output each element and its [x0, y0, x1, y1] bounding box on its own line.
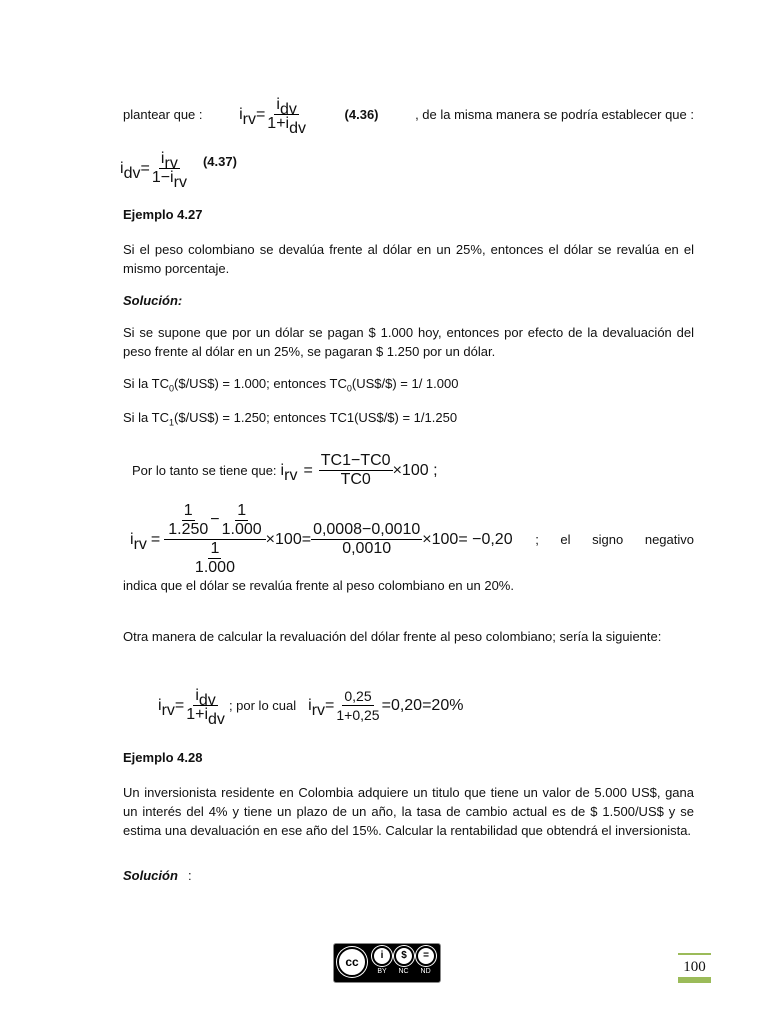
intro-line: [123, 86, 694, 142]
math: i: [276, 95, 280, 113]
document-page: plantear que : i rv = $\frac{\text{idv}}{\text{1+idv}}$ (4.36) , de la misma manera se podría establecer que : i dv = $\frac{\text{irv}}{\text{1−irv}}$ (4.37) Ejemplo 4.27 Si el peso colombiano se devalúa frente al dólar en un 25%, entonces el dólar se revalúa en el mismo porcentaje. Solución: Si se supone que por un dólar se pagan $ 1.000 hoy, entonces por efecto de la devaluación del peso frente al dólar en un 25%, se pagaran $ 1.250 por un dólar. Si la $TC_0(\$/US\$) = 1.000$; entonces $TC_0(US\$/\$) = 1/$ 1.000 Si la $TC_1(\$/US\$) = 1.250$; entonces TC1(US$/$) = 1/1.250 Por lo tanto se tiene que: i rv = $\frac{TC1-TC0}{TC0}$ ×100 ; i rv = $\frac{1}{1.250}$ − $\frac{1}{1.000}$ $\frac{1}{1.000}$ ×100= $\frac{0,0008-0,0010}{0,0010}$ ×100= −0,20 ; el signo negativo indica que el dólar se revalúa frente al peso colombiano en un 20%. Otra manera de calcular la revaluación del dólar frente al peso colombiano; sería la siguiente: i rv = $\frac{\text{idv}}{\text{1+idv}}$ ; por lo cual i rv = $\frac{0,25}{1+0,25}$ =0,20=20% Ejemplo 4.28 Un inversionista residente en Colombia adquiere un titulo que tiene un valor de 5.000 US$, gana un interés del 4% y tiene un plazo de un año, la tasa de cambio actual es de $ 1.500/US$ y se estima una devaluación en ese año del 15%. Calcular la rentabilidad que obtendrá el inversionista. Solución : cc i $ = BY NC ND 100: [0, 0, 768, 1024]
equation-4-37: i dv = $\frac{\text{irv}}{\text{1−irv}}$ (4.37): [120, 149, 237, 191]
text: ; el signo negativo: [535, 531, 694, 547]
tc1-line: Si la $TC_1(\$/US\$) = 1.250$; entonces TC1(US$/$) = 1/1.250: [123, 410, 458, 428]
math: dv: [279, 100, 297, 118]
math: ×100 ;: [392, 461, 438, 479]
equation-label: (4.37): [202, 153, 237, 169]
creative-commons-license-logo: cc i $ = BY NC ND: [333, 943, 441, 983]
equation-irv-definition: Por lo tanto se tiene que: i rv = $\frac{TC1-TC0}{TC0}$ ×100 ;: [132, 451, 438, 488]
equation-alternative: i rv = $\frac{\text{idv}}{\text{1+idv}}$ ; por lo cual i rv = $\frac{0,25}{1+0,25}$ =0,20=20%: [158, 686, 464, 728]
math: TC1−TC0: [320, 451, 391, 469]
tc0-line: Si la $TC_0(\$/US\$) = 1.000$; entonces $TC_0(US\$/\$) = 1/$ 1.000: [123, 376, 459, 394]
math: i: [160, 149, 165, 167]
paragraph: Si se supone que por un dólar se pagan $ 1.000 hoy, entonces por efecto de la devaluación del peso frente al dólar en un 25%, se pagaran $ 1.250 por un dólar.: [123, 325, 694, 359]
math: i: [120, 159, 124, 177]
example-title: Ejemplo 4.27: [123, 207, 203, 222]
solution-label: Solución: [123, 868, 178, 883]
math: rv: [164, 154, 178, 172]
math: 1+i: [267, 114, 290, 132]
math: rv: [173, 173, 187, 191]
solution-label: Solución:: [123, 293, 183, 308]
paragraph: Un inversionista residente en Colombia adquiere un titulo que tiene un valor de 5.000 US$, gana un interés del 4% y tiene un plazo de un año, la tasa de cambio actual es de $ 1.500/US$ y se estima una devaluación en ese año del 15%. Calcular la rentabilidad que obtendrá el inversionista.: [123, 785, 694, 838]
text: ; por lo cual: [228, 697, 297, 713]
text: plantear que :: [123, 106, 203, 122]
page-number: 100: [678, 953, 711, 976]
math: =0,20=20%: [381, 696, 464, 714]
text: , de la misma manera se podría establecer que :: [415, 106, 694, 122]
math: i: [239, 105, 243, 123]
paragraph: Si el peso colombiano se devalúa frente al dólar en un 25%, entonces el dólar se revalúa en el mismo porcentaje.: [123, 242, 694, 276]
math: 1−i: [151, 168, 174, 186]
math: rv: [242, 110, 256, 128]
math: TC0: [340, 470, 371, 488]
math: dv: [123, 164, 141, 182]
text: Por lo tanto se tiene que:: [132, 462, 277, 478]
page-accent-bar: [678, 977, 711, 983]
paragraph: Otra manera de calcular la revaluación del dólar frente al peso colombiano; sería la siguiente:: [123, 629, 662, 644]
equation-4-36: i rv = $\frac{\text{idv}}{\text{1+idv}}$: [239, 95, 306, 137]
equation-label: (4.36): [344, 106, 379, 122]
equation-calculation: i rv = $\frac{1}{1.250}$ − $\frac{1}{1.000}$ $\frac{1}{1.000}$ ×100= $\frac{0,0008-0,0010}{0,0010}$ ×100= −0,20 ; el signo negativo: [130, 501, 694, 576]
paragraph: indica que el dólar se revalúa frente al peso colombiano en un 20%.: [123, 578, 514, 593]
math: dv: [289, 119, 306, 137]
example-title: Ejemplo 4.28: [123, 750, 203, 765]
